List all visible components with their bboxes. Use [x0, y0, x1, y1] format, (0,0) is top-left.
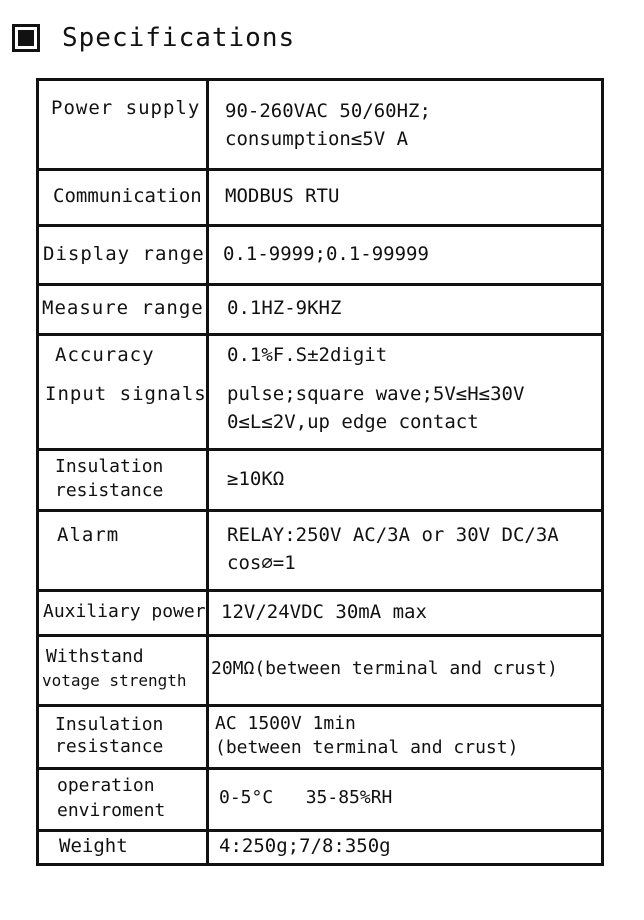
spec-row-communication [39, 168, 601, 227]
spec-value-line: cos∅=1 [227, 552, 296, 574]
spec-value [209, 376, 601, 448]
spec-label-line: resistance [55, 479, 164, 501]
spec-label-line: Measure range [42, 297, 204, 319]
section-title: Specifications [62, 23, 296, 53]
spec-value [209, 224, 601, 283]
spec-value-line: pulse;square wave;5V≤H≤30V [227, 383, 525, 405]
spec-value-line: 0.1-9999;0.1-99999 [223, 242, 429, 265]
spec-value [209, 81, 601, 168]
spec-value-line: 4:250g;7/8:350g [219, 835, 391, 857]
spec-value-line: RELAY:250V AC/3A or 30V DC/3A [227, 524, 559, 546]
spec-row-measure-range [39, 283, 601, 336]
spec-label [39, 333, 206, 376]
spec-row-operation-environment [39, 767, 601, 832]
filled-square-icon [12, 24, 40, 52]
spec-label [39, 448, 206, 509]
spec-label [39, 509, 206, 589]
spec-row-weight [39, 829, 601, 863]
spec-value-line: 0.1%F.S±2digit [227, 343, 388, 366]
spec-value-line: MODBUS RTU [225, 185, 340, 207]
spec-value [209, 829, 601, 863]
spec-label-line: Weight [59, 835, 128, 857]
spec-value-line: (between terminal and crust) [215, 736, 519, 758]
spec-label [39, 283, 206, 333]
spec-label [39, 376, 206, 448]
spec-label [39, 634, 206, 704]
spec-label-line: Withstand [46, 646, 144, 667]
spec-row-input-signals [39, 376, 601, 451]
spec-label-line: Accuracy [55, 343, 155, 366]
spec-value-line: 0≤L≤2V,up edge contact [227, 411, 479, 433]
section-header [12, 18, 295, 58]
spec-label-line: votage strength [42, 671, 187, 690]
spec-value-line: 0-5°C 35-85%RH [219, 787, 393, 808]
spec-label-line: enviroment [57, 800, 166, 821]
spec-row-insulation-resistance [39, 448, 601, 512]
spec-label [39, 704, 206, 767]
spec-value [209, 448, 601, 509]
spec-row-power-supply [39, 81, 601, 171]
spec-value [209, 704, 601, 767]
spec-label [39, 224, 206, 283]
spec-value [209, 168, 601, 224]
spec-row-alarm [39, 509, 601, 592]
spec-value-line: consumption≤5V A [225, 127, 409, 150]
spec-label-line: Input signals [45, 383, 207, 405]
spec-row-accuracy [39, 333, 601, 376]
spec-label-line: Auxiliary power [43, 600, 206, 622]
spec-label-line: Insulation [55, 455, 164, 477]
spec-label-line: Alarm [57, 524, 120, 546]
spec-label [39, 81, 206, 168]
specifications-table [36, 78, 604, 866]
spec-label-line: Communication [53, 185, 202, 207]
spec-value [209, 589, 601, 634]
spec-label [39, 829, 206, 863]
spec-row-withstand-voltage [39, 634, 601, 707]
spec-label [39, 767, 206, 829]
spec-label-line: Power supply [51, 97, 201, 119]
spec-value [209, 634, 601, 704]
spec-label-line: resistance [55, 735, 164, 757]
spec-label [39, 168, 206, 224]
spec-label-line: operation [57, 775, 155, 796]
spec-value [209, 283, 601, 333]
spec-row-display-range [39, 224, 601, 286]
spec-label-line: Display range [43, 242, 205, 265]
spec-value [209, 509, 601, 589]
spec-value [209, 333, 601, 376]
spec-row-auxiliary-power [39, 589, 601, 637]
spec-value [209, 767, 601, 829]
spec-value-line: ≥10KΩ [227, 467, 285, 490]
spec-value-line: 90-260VAC 50/60HZ; [225, 99, 431, 122]
spec-value-line: AC 1500V 1min [215, 712, 356, 734]
spec-value-line: 12V/24VDC 30mA max [221, 600, 427, 623]
spec-label [39, 589, 206, 634]
spec-value-line: 20MΩ(between terminal and crust) [211, 658, 558, 679]
spec-label-line: Insulation [55, 713, 164, 735]
spec-value-line: 0.1HZ-9KHZ [227, 297, 342, 319]
spec-row-insulation-resistance-ac [39, 704, 601, 770]
